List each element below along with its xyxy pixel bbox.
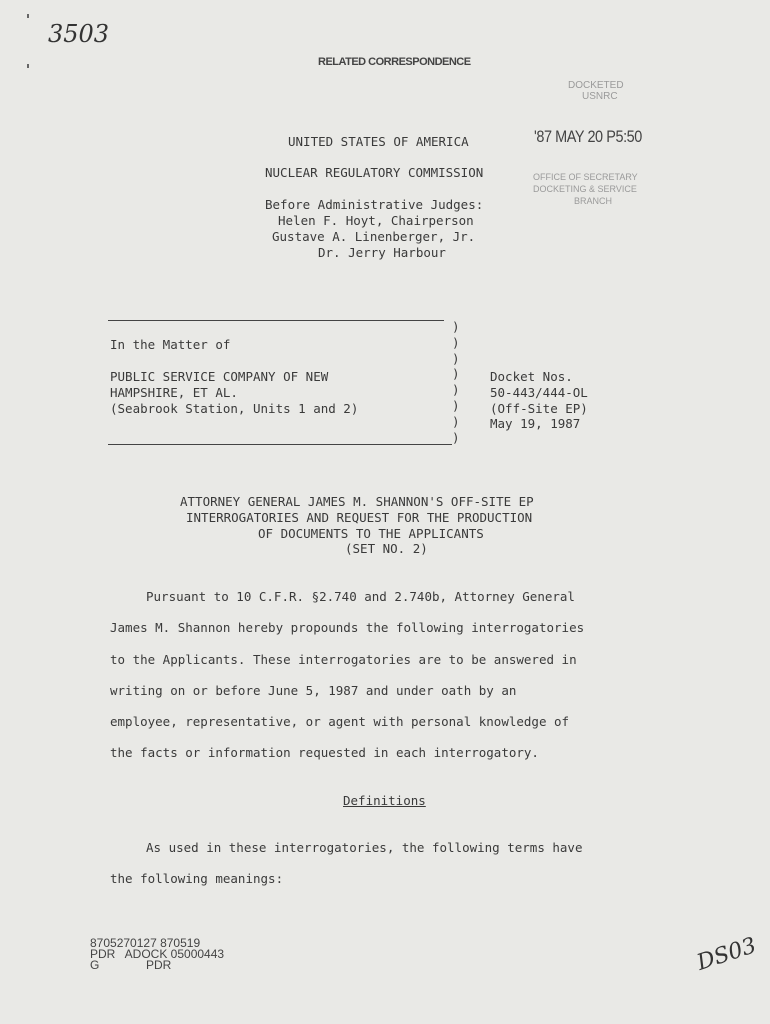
microfilm-line-2: PDR ADOCK 05000443 xyxy=(90,947,225,961)
docket-number: 50-443/444-OL xyxy=(490,385,588,400)
caption-bottom-rule xyxy=(108,444,452,445)
matter-label: In the Matter of xyxy=(110,337,231,352)
title-line-4: (SET NO. 2) xyxy=(345,541,428,556)
caption-parens: ) ) ) ) ) ) ) ) xyxy=(452,319,460,445)
party-line-3: (Seabrook Station, Units 1 and 2) xyxy=(110,401,359,416)
title-line-2: INTERROGATORIES AND REQUEST FOR THE PRODUCTION xyxy=(186,510,533,525)
microfilm-line-3: G PDR xyxy=(90,958,172,972)
definitions-heading: Definitions xyxy=(343,793,426,808)
handwritten-bottom-mark: DS03 xyxy=(694,933,760,976)
office-stamp-line-2: DOCKETING & SERVICE xyxy=(533,184,637,194)
body-line: writing on or before June 5, 1987 and under oath by an xyxy=(110,683,517,698)
microfilm-code xyxy=(90,938,224,971)
docket-date: May 19, 1987 xyxy=(490,416,581,431)
body-line: James M. Shannon hereby propounds the following interrogatories xyxy=(110,620,585,635)
page-speck xyxy=(27,64,29,68)
header-country: UNITED STATES OF AMERICA xyxy=(288,134,469,149)
office-stamp-line-3: BRANCH xyxy=(574,196,613,206)
body-line: the facts or information requested in each interrogatory. xyxy=(110,745,539,760)
docketed-stamp: DOCKETED xyxy=(568,80,624,91)
judge-hoyt: Helen F. Hoyt, Chairperson xyxy=(278,213,474,228)
body-line: As used in these interrogatories, the following terms have xyxy=(146,840,583,855)
office-stamp-line-1: OFFICE OF SECRETARY xyxy=(533,172,638,182)
microfilm-line-1: 8705270127 870519 xyxy=(90,936,201,950)
party-line-2: HAMPSHIRE, ET AL. xyxy=(110,385,238,400)
usnrc-stamp: USNRC xyxy=(582,91,618,102)
body-line: Pursuant to 10 C.F.R. §2.740 and 2.740b, Attorney General xyxy=(146,589,575,604)
judges-intro: Before Administrative Judges: xyxy=(265,197,484,212)
caption-top-rule xyxy=(108,320,444,321)
party-line-1: PUBLIC SERVICE COMPANY OF NEW xyxy=(110,369,329,384)
body-line: employee, representative, or agent with personal knowledge of xyxy=(110,714,570,729)
judge-harbour: Dr. Jerry Harbour xyxy=(318,245,446,260)
judge-linenberger: Gustave A. Linenberger, Jr. xyxy=(272,229,476,244)
body-line: the following meanings: xyxy=(110,871,284,886)
handwritten-number: 3503 xyxy=(48,20,110,48)
title-line-3: OF DOCUMENTS TO THE APPLICANTS xyxy=(258,526,484,541)
page-speck xyxy=(27,14,29,18)
date-stamp: '87 MAY 20 P5:50 xyxy=(534,127,642,146)
title-line-1: ATTORNEY GENERAL JAMES M. SHANNON'S OFF-SITE EP xyxy=(180,494,534,509)
related-correspondence-stamp: RELATED CORRESPONDENCE xyxy=(318,56,471,68)
header-commission: NUCLEAR REGULATORY COMMISSION xyxy=(265,165,484,180)
body-line: to the Applicants. These interrogatories are to be answered in xyxy=(110,652,577,667)
docket-label: Docket Nos. xyxy=(490,369,573,384)
docket-subject: (Off-Site EP) xyxy=(490,401,588,416)
